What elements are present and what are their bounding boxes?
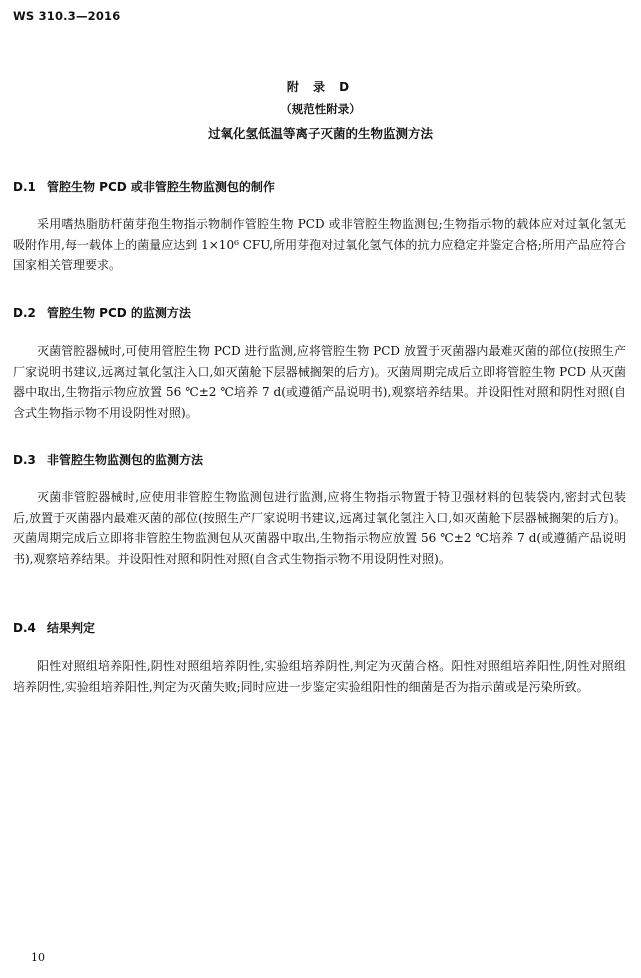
section-number: D.1 (13, 180, 36, 194)
section-body-d3: 灭菌非管腔器械时,应使用非管腔生物监测包进行监测,应将生物指示物置于特卫强材料的包装袋内,密封式包装后,放置于灭菌器内最难灭菌的部位(按照生产厂家说明书建议,远离过氧化氢注入口,如灭菌舱下层器械搁架的后方)。灭菌周期完成后立即将非管腔生物监测包从灭菌器中取出,生物指示物应放置 56 ℃±2 ℃培养 7 d(或遵循产品说明书),观察培养结果。并设阳性对照和阴性对照(自含式生物指示物不用设阴性对照)。 (13, 490, 626, 566)
appendix-label: 附 录 D (286, 80, 355, 94)
section-body-d1: 采用嗜热脂肪杆菌芽孢生物指示物制作管腔生物 PCD 或非管腔生物监测包;生物指示物的载体应对过氧化氢无吸附作用,每一载体上的菌量应达到 1×10⁶ CFU,所用芽孢对过氧化氢气体的抗力应稳定并鉴定合格;所用产品应符合国家相关管理要求。 (13, 217, 626, 272)
section-body-d2: 灭菌管腔器械时,可使用管腔生物 PCD 进行监测,应将管腔生物 PCD 放置于灭菌器内最难灭菌的部位(按照生产厂家说明书建议,远离过氧化氢注入口,如灭菌舱下层器械搁架的后方)。灭菌周期完成后立即将管腔生物 PCD 从灭菌器中取出,生物指示物应放置 56 ℃±2 ℃培养 7 d(或遵循产品说明书),观察培养结果。并设阳性对照和阴性对照(自含式生物指示物不用设阴性对照)。 (13, 344, 626, 420)
section-title: 非管腔生物监测包的监测方法 (47, 453, 204, 467)
section-number: D.3 (13, 453, 36, 467)
section-title: 管腔生物 PCD 的监测方法 (47, 306, 191, 320)
section-heading-d3 (13, 451, 203, 468)
section-title: 结果判定 (47, 621, 96, 635)
section-title: 管腔生物 PCD 或非管腔生物监测包的制作 (47, 180, 275, 194)
section-heading-d2 (13, 304, 191, 321)
standard-code: WS 310.3—2016 (13, 9, 121, 23)
page-number: 10 (31, 951, 45, 964)
section-heading-d1 (13, 178, 275, 195)
section-number: D.4 (13, 621, 36, 635)
section-body-d4: 阳性对照组培养阳性,阴性对照组培养阴性,实验组培养阴性,判定为灭菌合格。阳性对照组培养阳性,阴性对照组培养阴性,实验组培养阳性,判定为灭菌失败;同时应进一步鉴定实验组阳性的细菌是否为指示菌或是污染所致。 (13, 659, 626, 694)
section-number: D.2 (13, 306, 36, 320)
appendix-title: 过氧化氢低温等离子灭菌的生物监测方法 (207, 126, 433, 141)
appendix-nature: （规范性附录） (280, 102, 361, 116)
section-heading-d4 (13, 619, 95, 636)
